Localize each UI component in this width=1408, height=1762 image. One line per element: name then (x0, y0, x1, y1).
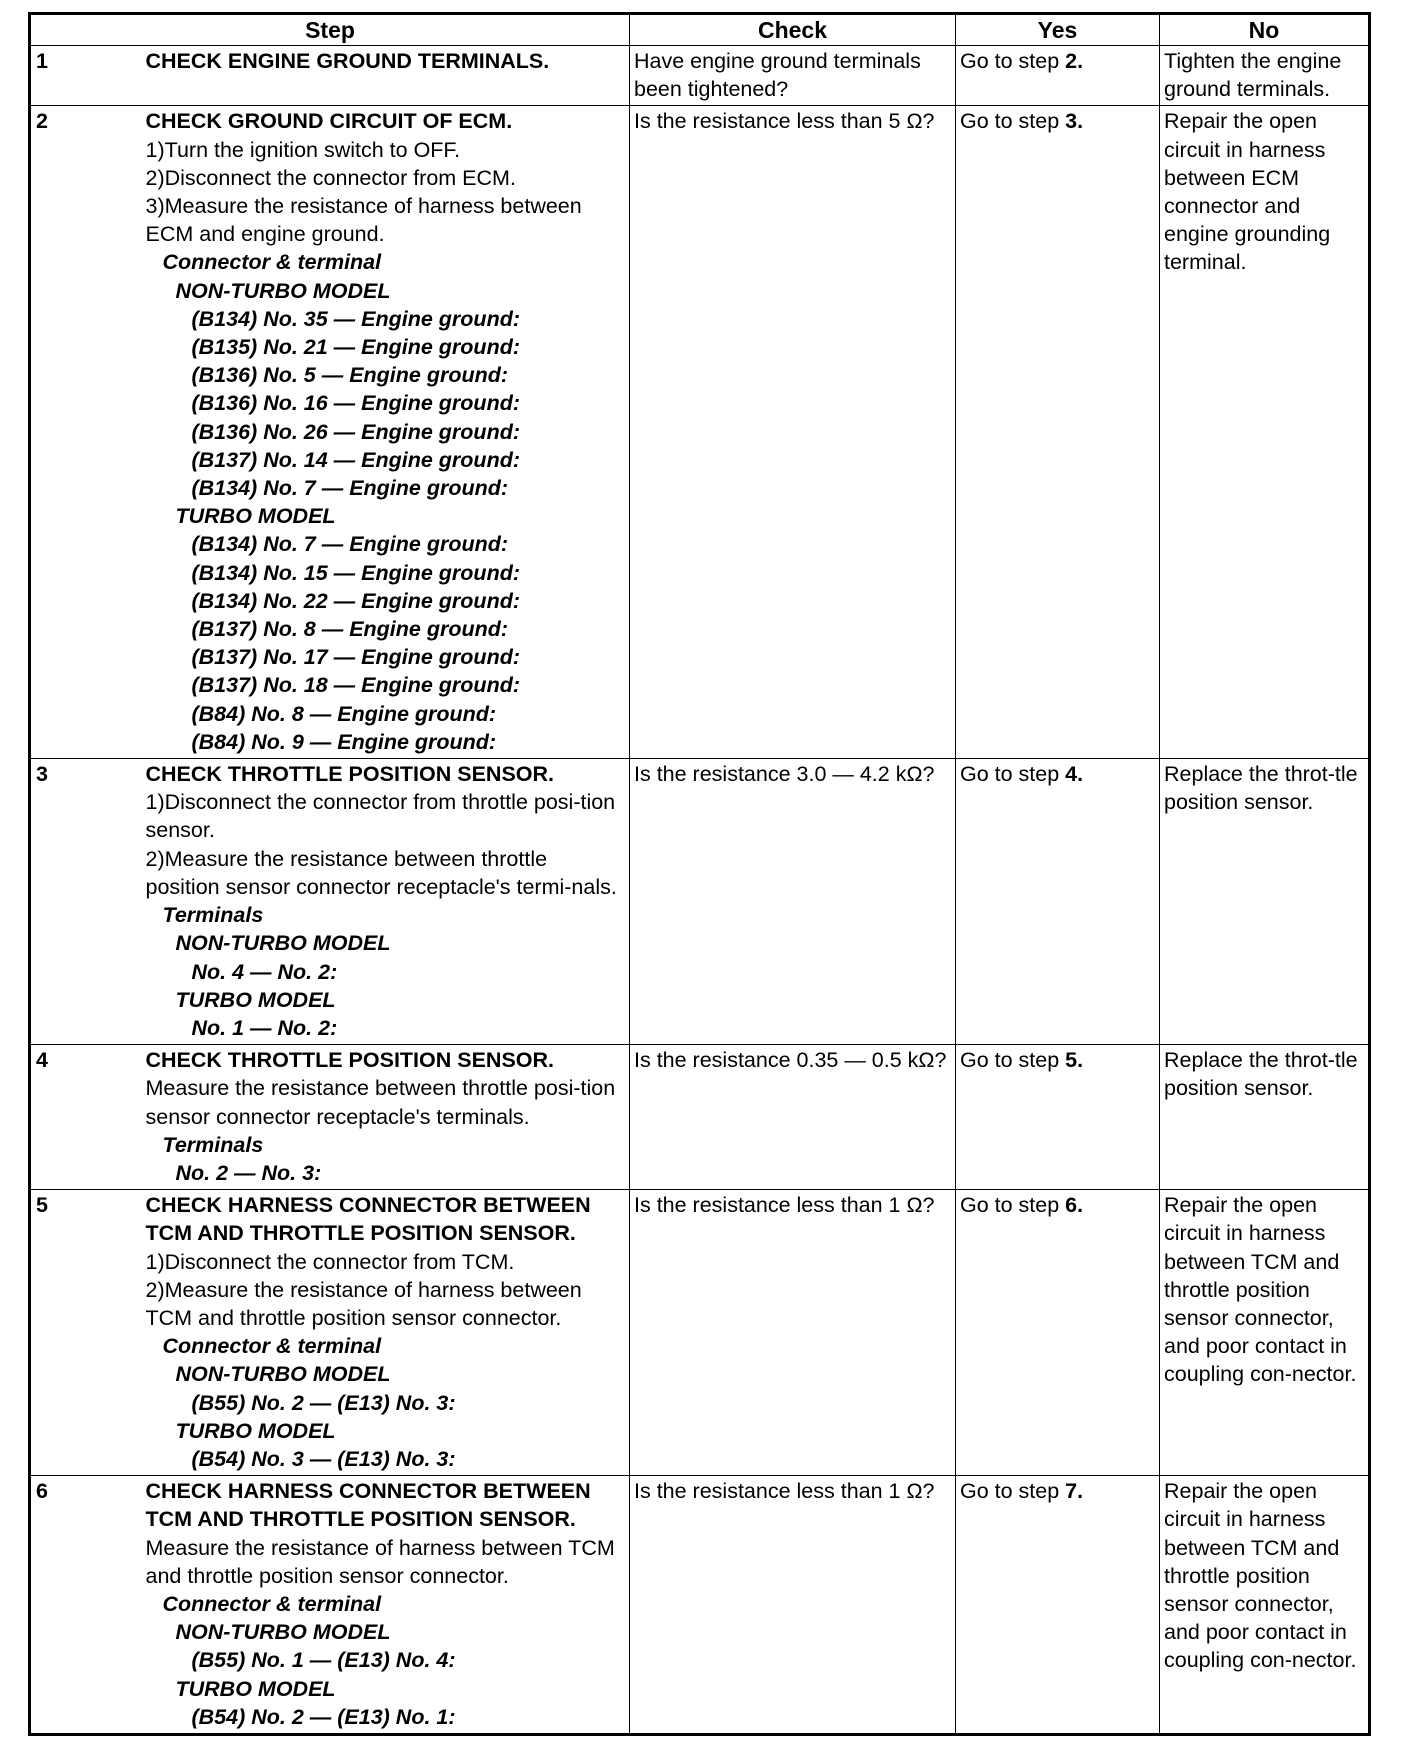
step-number: 4 (30, 1045, 144, 1190)
step-title: CHECK ENGINE GROUND TERMINALS. (145, 49, 550, 73)
yes-step-ref: 2. (1065, 49, 1084, 73)
step-text: 1)Disconnect the connector from TCM. (145, 1249, 515, 1274)
yes-step-ref: 3. (1065, 109, 1084, 134)
step-text: 3)Measure the resistance of harness between ECM and engine ground. (145, 194, 582, 247)
check-question: Have engine ground terminals been tightened? (630, 46, 956, 106)
step-instructions (144, 46, 630, 106)
step-text: 1)Turn the ignition switch to OFF. (145, 137, 461, 162)
check-question: Is the resistance less than 5 Ω? (630, 106, 956, 759)
step-instructions (144, 1476, 630, 1735)
step-spec: Connector & terminal (162, 1334, 382, 1359)
step-number: 1 (30, 46, 144, 106)
step-spec: No. 2 — No. 3: (175, 1160, 322, 1185)
check-question: Is the resistance 0.35 — 0.5 kΩ? (630, 1045, 956, 1190)
step-spec: (B136) No. 26 — Engine ground: (191, 419, 520, 444)
step-text: Measure the resistance of harness between TCM and throttle position sensor connector. (145, 1535, 615, 1588)
step-text: Measure the resistance between throttle posi-tion sensor connector receptacle's terminals. (145, 1076, 616, 1129)
step-spec: (B136) No. 5 — Engine ground: (191, 363, 509, 388)
step-instructions (144, 1045, 630, 1190)
step-spec: (B134) No. 22 — Engine ground: (191, 588, 520, 613)
yes-action (956, 1045, 1160, 1190)
check-header: Check (630, 14, 956, 46)
step-spec: (B84) No. 8 — Engine ground: (191, 701, 497, 726)
step-spec: (B84) No. 9 — Engine ground: (191, 729, 497, 754)
step-instructions (144, 1190, 630, 1476)
step-number: 3 (30, 759, 144, 1045)
step-spec: (B134) No. 15 — Engine ground: (191, 560, 520, 585)
step-text: 2)Measure the resistance of harness between TCM and throttle position sensor connector. (145, 1277, 582, 1330)
step-spec: TURBO MODEL (175, 1418, 336, 1443)
step-row (30, 1476, 1370, 1735)
step-spec: No. 1 — No. 2: (191, 1015, 338, 1040)
step-spec: (B54) No. 3 — (E13) No. 3: (191, 1446, 456, 1471)
step-spec: TURBO MODEL (175, 1676, 336, 1701)
header-row (30, 14, 1370, 46)
step-text: 2)Disconnect the connector from ECM. (145, 165, 516, 190)
step-text: 1)Disconnect the connector from throttle posi-tion sensor. (145, 790, 616, 843)
step-header: Step (30, 14, 630, 46)
step-instructions (144, 106, 630, 759)
step-spec: Connector & terminal (162, 250, 382, 275)
step-spec: Connector & terminal (162, 1591, 382, 1616)
check-question: Is the resistance less than 1 Ω? (630, 1476, 956, 1735)
step-number: 6 (30, 1476, 144, 1735)
step-spec: (B137) No. 8 — Engine ground: (191, 617, 509, 642)
yes-action (956, 106, 1160, 759)
check-question: Is the resistance 3.0 — 4.2 kΩ? (630, 759, 956, 1045)
step-spec: No. 4 — No. 2: (191, 959, 338, 984)
step-title: CHECK HARNESS CONNECTOR BETWEEN TCM AND THROTTLE POSITION SENSOR. (145, 1479, 591, 1532)
yes-header: Yes (956, 14, 1160, 46)
step-spec: (B134) No. 7 — Engine ground: (191, 476, 509, 501)
diagnostic-procedure (28, 12, 1358, 1736)
step-spec: (B137) No. 14 — Engine ground: (191, 447, 520, 472)
step-title: CHECK HARNESS CONNECTOR BETWEEN TCM AND THROTTLE POSITION SENSOR. (145, 1193, 591, 1246)
step-spec: NON-TURBO MODEL (175, 278, 391, 303)
step-row (30, 759, 1370, 1045)
step-spec: (B135) No. 21 — Engine ground: (191, 335, 520, 360)
yes-action (956, 1190, 1160, 1476)
step-spec: (B137) No. 18 — Engine ground: (191, 673, 520, 698)
yes-prefix: Go to step (960, 1479, 1066, 1504)
step-instructions (144, 759, 630, 1045)
check-question: Is the resistance less than 1 Ω? (630, 1190, 956, 1476)
step-spec: Terminals (162, 903, 264, 928)
yes-action (956, 1476, 1160, 1735)
step-spec: (B134) No. 7 — Engine ground: (191, 532, 509, 557)
no-action: Replace the throt-tle position sensor. (1160, 759, 1370, 1045)
yes-prefix: Go to step (960, 49, 1066, 73)
step-number: 2 (30, 106, 144, 759)
step-spec: (B55) No. 2 — (E13) No. 3: (191, 1390, 456, 1415)
no-header: No (1160, 14, 1370, 46)
step-spec: (B134) No. 35 — Engine ground: (191, 306, 520, 331)
step-spec: NON-TURBO MODEL (175, 1620, 391, 1645)
step-title: CHECK GROUND CIRCUIT OF ECM. (145, 109, 513, 134)
step-number: 5 (30, 1190, 144, 1476)
step-row (30, 1190, 1370, 1476)
step-spec: TURBO MODEL (175, 504, 336, 529)
yes-action (956, 759, 1160, 1045)
step-title: CHECK THROTTLE POSITION SENSOR. (145, 762, 555, 787)
step-spec: Terminals (162, 1132, 264, 1157)
yes-prefix: Go to step (960, 1193, 1066, 1218)
step-spec: (B55) No. 1 — (E13) No. 4: (191, 1648, 456, 1673)
no-action: Repair the open circuit in harness between ECM connector and engine grounding terminal. (1160, 106, 1370, 759)
step-title: CHECK THROTTLE POSITION SENSOR. (145, 1048, 555, 1073)
step-spec: (B136) No. 16 — Engine ground: (191, 391, 520, 416)
step-row (30, 106, 1370, 759)
step-spec: TURBO MODEL (175, 987, 336, 1012)
no-action: Repair the open circuit in harness between TCM and throttle position sensor connector, and poor contact in coupling con-nector. (1160, 1190, 1370, 1476)
step-spec: (B137) No. 17 — Engine ground: (191, 645, 520, 670)
yes-prefix: Go to step (960, 109, 1066, 134)
step-row (30, 1045, 1370, 1190)
step-text: 2)Measure the resistance between throttle position sensor connector receptacle's termi-nals. (145, 846, 617, 899)
no-action: Replace the throt-tle position sensor. (1160, 1045, 1370, 1190)
yes-step-ref: 4. (1065, 762, 1084, 787)
yes-prefix: Go to step (960, 1048, 1066, 1073)
no-action: Tighten the engine ground terminals. (1160, 46, 1370, 106)
yes-action (956, 46, 1160, 106)
yes-step-ref: 5. (1065, 1048, 1084, 1073)
yes-step-ref: 6. (1065, 1193, 1084, 1218)
step-spec: NON-TURBO MODEL (175, 931, 391, 956)
diagnostic-table (28, 12, 1371, 1736)
yes-prefix: Go to step (960, 762, 1066, 787)
yes-step-ref: 7. (1065, 1479, 1084, 1504)
no-action: Repair the open circuit in harness between TCM and throttle position sensor connector, and poor contact in coupling con-nector. (1160, 1476, 1370, 1735)
step-spec: (B54) No. 2 — (E13) No. 1: (191, 1704, 456, 1729)
step-row (30, 46, 1370, 106)
step-spec: NON-TURBO MODEL (175, 1362, 391, 1387)
